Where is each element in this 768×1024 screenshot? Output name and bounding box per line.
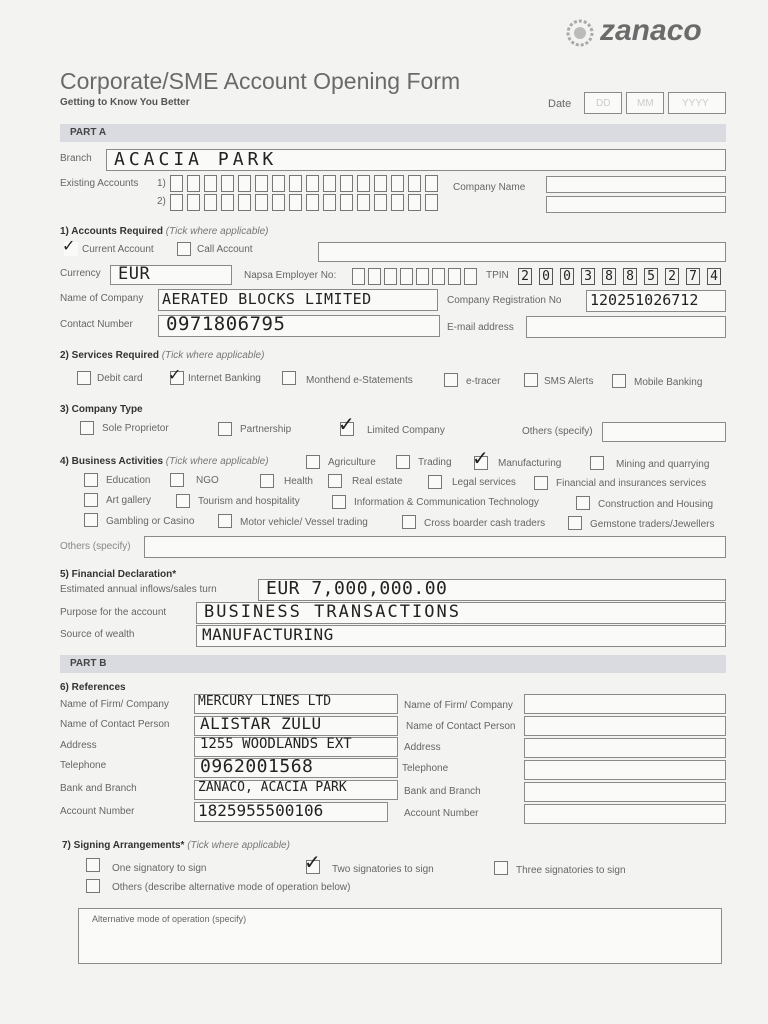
company-type-others-label: Others (specify) xyxy=(522,426,593,437)
internet-banking-label: Internet Banking xyxy=(188,373,261,384)
tpin-label: TPIN xyxy=(486,270,509,281)
source-value: MANUFACTURING xyxy=(202,625,334,644)
contact-label: Contact Number xyxy=(60,319,133,330)
bank-label: Bank and Branch xyxy=(60,783,137,794)
references-title: 6) References xyxy=(60,682,126,693)
currency-value: EUR xyxy=(118,264,151,284)
existing-account-cell-row2[interactable] xyxy=(391,194,404,211)
three-signatories-checkbox[interactable] xyxy=(494,861,508,875)
business-title: 4) Business Activities (Tick where applicable) xyxy=(60,456,269,467)
existing-account-cell-row2[interactable] xyxy=(408,194,421,211)
construction-checkbox[interactable] xyxy=(576,496,590,510)
existing-account-cell-row2[interactable] xyxy=(289,194,302,211)
internet-banking-tick-icon: ✓ xyxy=(168,367,182,384)
existing-account-cell-row2[interactable] xyxy=(187,194,200,211)
tpin-digit-cell[interactable]: 3 xyxy=(581,268,595,285)
manufacturing-tick-icon: ✓ xyxy=(472,448,489,470)
napsa-cell[interactable] xyxy=(448,268,461,285)
company-label: Name of Company xyxy=(60,293,144,304)
acct-field-2[interactable] xyxy=(524,804,726,824)
tpin-digit-cell[interactable]: 0 xyxy=(539,268,553,285)
email-label: E-mail address xyxy=(447,322,514,333)
date-mm-placeholder: MM xyxy=(637,98,654,109)
company-name-field-1[interactable] xyxy=(546,176,726,193)
health-checkbox[interactable] xyxy=(260,474,274,488)
existing-account-cell-row2[interactable] xyxy=(255,194,268,211)
branch-label: Branch xyxy=(60,153,92,164)
agriculture-checkbox[interactable] xyxy=(306,455,320,469)
registration-label: Company Registration No xyxy=(447,295,562,306)
company-type-others-field[interactable] xyxy=(602,422,726,442)
address-field-2[interactable] xyxy=(524,738,726,758)
real-estate-checkbox[interactable] xyxy=(328,474,342,488)
napsa-cell[interactable] xyxy=(464,268,477,285)
phone-label-2: Telephone xyxy=(402,763,449,774)
alternative-mode-label: Alternative mode of operation (specify) xyxy=(92,914,247,924)
existing-account-cell-row1[interactable] xyxy=(204,175,217,192)
existing-account-cell-row1[interactable] xyxy=(187,175,200,192)
contact-value: 0971806795 xyxy=(166,313,286,335)
existing-account-cell-row2[interactable] xyxy=(340,194,353,211)
inflows-label: Estimated annual inflows/sales turn xyxy=(60,584,217,595)
phone-value: 0962001568 xyxy=(200,756,314,777)
existing-account-cell-row2[interactable] xyxy=(425,194,438,211)
existing-account-cell-row2[interactable] xyxy=(323,194,336,211)
trading-checkbox[interactable] xyxy=(396,455,410,469)
person-label: Name of Contact Person xyxy=(60,719,170,730)
financial-title: 5) Financial Declaration* xyxy=(60,569,177,580)
firm-label: Name of Firm/ Company xyxy=(60,699,169,710)
motor-checkbox[interactable] xyxy=(218,514,232,528)
napsa-label: Napsa Employer No: xyxy=(244,270,337,281)
acct-label-2: Account Number xyxy=(404,808,479,819)
company-name-field-2[interactable] xyxy=(546,196,726,213)
purpose-value: BUSINESS TRANSACTIONS xyxy=(204,602,461,622)
bank-value: ZANACO, ACACIA PARK xyxy=(198,780,347,795)
napsa-cell[interactable] xyxy=(400,268,413,285)
cross-checkbox[interactable] xyxy=(402,515,416,529)
construction-label: Construction and Housing xyxy=(598,499,714,510)
registration-value: 120251026712 xyxy=(590,291,699,309)
one-signatory-checkbox[interactable] xyxy=(86,858,100,872)
person-field-2[interactable] xyxy=(524,716,726,736)
brand-name: zanaco xyxy=(600,14,702,47)
existing-account-cell-row1[interactable] xyxy=(306,175,319,192)
partnership-label: Partnership xyxy=(240,424,292,435)
tpin-digit-cell[interactable]: 0 xyxy=(560,268,574,285)
tpin-digit-cell[interactable]: 7 xyxy=(686,268,700,285)
financial-checkbox[interactable] xyxy=(534,476,548,490)
date-dd-placeholder: DD xyxy=(596,98,611,109)
debit-card-checkbox[interactable] xyxy=(77,371,91,385)
napsa-cell[interactable] xyxy=(416,268,429,285)
three-signatories-label: Three signatories to sign xyxy=(516,865,626,876)
signing-title: 7) Signing Arrangements* (Tick where applicable) xyxy=(62,840,290,851)
part-a-header xyxy=(60,124,726,142)
gambling-label: Gambling or Casino xyxy=(106,516,195,527)
currency-label: Currency xyxy=(60,268,101,279)
tpin-digit-cell[interactable]: 8 xyxy=(602,268,616,285)
debit-card-label: Debit card xyxy=(97,373,143,384)
tpin-digit-cell[interactable]: 5 xyxy=(644,268,658,285)
page-title: Corporate/SME Account Opening Form xyxy=(60,68,461,94)
ict-label: Information & Communication Technology xyxy=(354,497,539,508)
branch-value: ACACIA PARK xyxy=(114,149,278,170)
person-label-2: Name of Contact Person xyxy=(406,721,516,732)
address-label: Address xyxy=(60,740,97,751)
inflows-value: EUR 7,000,000.00 xyxy=(266,578,448,599)
education-label: Education xyxy=(106,475,151,486)
existing-account-cell-row1[interactable] xyxy=(340,175,353,192)
tpin-digit-cell[interactable]: 2 xyxy=(518,268,532,285)
existing-account-cell-row1[interactable] xyxy=(170,175,183,192)
existing-account-cell-row1[interactable] xyxy=(289,175,302,192)
etracer-checkbox[interactable] xyxy=(444,373,458,387)
legal-label: Legal services xyxy=(452,477,516,488)
cross-label: Cross boarder cash traders xyxy=(424,518,546,529)
two-signatories-label: Two signatories to sign xyxy=(332,864,434,875)
existing-account-cell-row2[interactable] xyxy=(374,194,387,211)
existing-account-cell-row2[interactable] xyxy=(238,194,251,211)
existing-account-cell-row2[interactable] xyxy=(204,194,217,211)
acct-label: Account Number xyxy=(60,806,135,817)
napsa-cell[interactable] xyxy=(352,268,365,285)
tourism-label: Tourism and hospitality xyxy=(198,496,300,507)
existing-account-cell-row1[interactable] xyxy=(408,175,421,192)
mobile-banking-label: Mobile Banking xyxy=(634,377,703,388)
one-signatory-label: One signatory to sign xyxy=(112,863,207,874)
company-type-title: 3) Company Type xyxy=(60,404,143,415)
part-b-title: PART B xyxy=(70,658,107,669)
mining-checkbox[interactable] xyxy=(590,456,604,470)
art-checkbox[interactable] xyxy=(84,493,98,507)
health-label: Health xyxy=(284,476,313,487)
others-signing-label: Others (describe alternative mode of operation below) xyxy=(112,882,351,893)
sms-label: SMS Alerts xyxy=(544,376,594,387)
existing-account-cell-row1[interactable] xyxy=(357,175,370,192)
agriculture-label: Agriculture xyxy=(328,457,376,468)
part-a-title: PART A xyxy=(70,127,107,138)
phone-label: Telephone xyxy=(60,760,107,771)
gemstone-label: Gemstone traders/Jewellers xyxy=(590,519,715,530)
acct-value: 1825955500106 xyxy=(198,801,324,820)
existing-account-cell-row2[interactable] xyxy=(357,194,370,211)
existing-account-cell-row1[interactable] xyxy=(374,175,387,192)
real-estate-label: Real estate xyxy=(352,476,403,487)
existing-account-cell-row1[interactable] xyxy=(323,175,336,192)
business-others-field[interactable] xyxy=(144,536,726,558)
others-signing-checkbox[interactable] xyxy=(86,879,100,893)
ict-checkbox[interactable] xyxy=(332,495,346,509)
existing-account-cell-row1[interactable] xyxy=(238,175,251,192)
sole-label: Sole Proprietor xyxy=(102,423,169,434)
address-value: 1255 WOODLANDS EXT xyxy=(200,736,352,752)
tpin-digit-cell[interactable]: 2 xyxy=(665,268,679,285)
art-label: Art gallery xyxy=(106,495,152,506)
education-checkbox[interactable] xyxy=(84,473,98,487)
current-account-label: Current Account xyxy=(82,244,154,255)
existing-row1-label: 1) xyxy=(157,178,166,189)
existing-account-cell-row2[interactable] xyxy=(272,194,285,211)
existing-row2-label: 2) xyxy=(157,196,166,207)
gemstone-checkbox[interactable] xyxy=(568,516,582,530)
company-name-label: Company Name xyxy=(453,182,526,193)
motor-label: Motor vehicle/ Vessel trading xyxy=(240,517,368,528)
statements-label: Monthend e-Statements xyxy=(306,375,413,386)
business-others-label: Others (specify) xyxy=(60,541,131,552)
napsa-cell[interactable] xyxy=(384,268,397,285)
tpin-digit-cell[interactable]: 4 xyxy=(707,268,721,285)
manufacturing-label: Manufacturing xyxy=(498,458,562,469)
napsa-cell[interactable] xyxy=(432,268,445,285)
trading-label: Trading xyxy=(418,457,452,468)
mining-label: Mining and quarrying xyxy=(616,459,710,470)
existing-account-cell-row2[interactable] xyxy=(306,194,319,211)
call-account-checkbox[interactable] xyxy=(177,242,191,256)
tourism-checkbox[interactable] xyxy=(176,494,190,508)
services-title: 2) Services Required (Tick where applicable) xyxy=(60,350,265,361)
limited-label: Limited Company xyxy=(367,425,445,436)
existing-accounts-label: Existing Accounts xyxy=(60,178,139,189)
bank-label-2: Bank and Branch xyxy=(404,786,481,797)
accounts-other-field[interactable] xyxy=(318,242,726,262)
phone-field-2[interactable] xyxy=(524,760,726,780)
existing-account-cell-row1[interactable] xyxy=(272,175,285,192)
existing-account-cell-row2[interactable] xyxy=(221,194,234,211)
sole-checkbox[interactable] xyxy=(80,421,94,435)
ngo-label: NGO xyxy=(196,475,219,486)
page-subtitle: Getting to Know You Better xyxy=(60,97,190,108)
date-label: Date xyxy=(548,98,572,110)
accounts-required-title: 1) Accounts Required (Tick where applicable) xyxy=(60,226,269,237)
email-field[interactable] xyxy=(526,316,726,338)
firm-field-2[interactable] xyxy=(524,694,726,714)
existing-account-cell-row2[interactable] xyxy=(170,194,183,211)
purpose-label: Purpose for the account xyxy=(60,607,167,618)
existing-account-cell-row1[interactable] xyxy=(221,175,234,192)
company-value: AERATED BLOCKS LIMITED xyxy=(162,290,372,308)
tpin-digit-cell[interactable]: 8 xyxy=(623,268,637,285)
call-account-label: Call Account xyxy=(197,244,253,255)
sms-checkbox[interactable] xyxy=(524,373,538,387)
ngo-checkbox[interactable] xyxy=(170,473,184,487)
partnership-checkbox[interactable] xyxy=(218,422,232,436)
statements-checkbox[interactable] xyxy=(282,371,296,385)
person-value: ALISTAR ZULU xyxy=(200,714,322,733)
zanaco-logo-icon xyxy=(565,18,595,48)
existing-account-cell-row1[interactable] xyxy=(255,175,268,192)
part-b-header xyxy=(60,655,726,673)
current-account-tick-icon: ✓ xyxy=(62,238,76,255)
napsa-cell[interactable] xyxy=(368,268,381,285)
bank-field-2[interactable] xyxy=(524,782,726,802)
date-yyyy-placeholder: YYYY xyxy=(682,98,709,109)
gambling-checkbox[interactable] xyxy=(84,513,98,527)
firm-label-2: Name of Firm/ Company xyxy=(404,700,513,711)
financial-label: Financial and insurances services xyxy=(556,478,707,489)
legal-checkbox[interactable] xyxy=(428,475,442,489)
two-signatories-tick-icon: ✓ xyxy=(304,852,321,874)
etracer-label: e-tracer xyxy=(466,376,501,387)
address-label-2: Address xyxy=(404,742,441,753)
mobile-banking-checkbox[interactable] xyxy=(612,374,626,388)
existing-account-cell-row1[interactable] xyxy=(425,175,438,192)
existing-account-cell-row1[interactable] xyxy=(391,175,404,192)
limited-tick-icon: ✓ xyxy=(338,414,355,436)
source-label: Source of wealth xyxy=(60,629,135,640)
firm-value: MERCURY LINES LTD xyxy=(198,694,332,709)
